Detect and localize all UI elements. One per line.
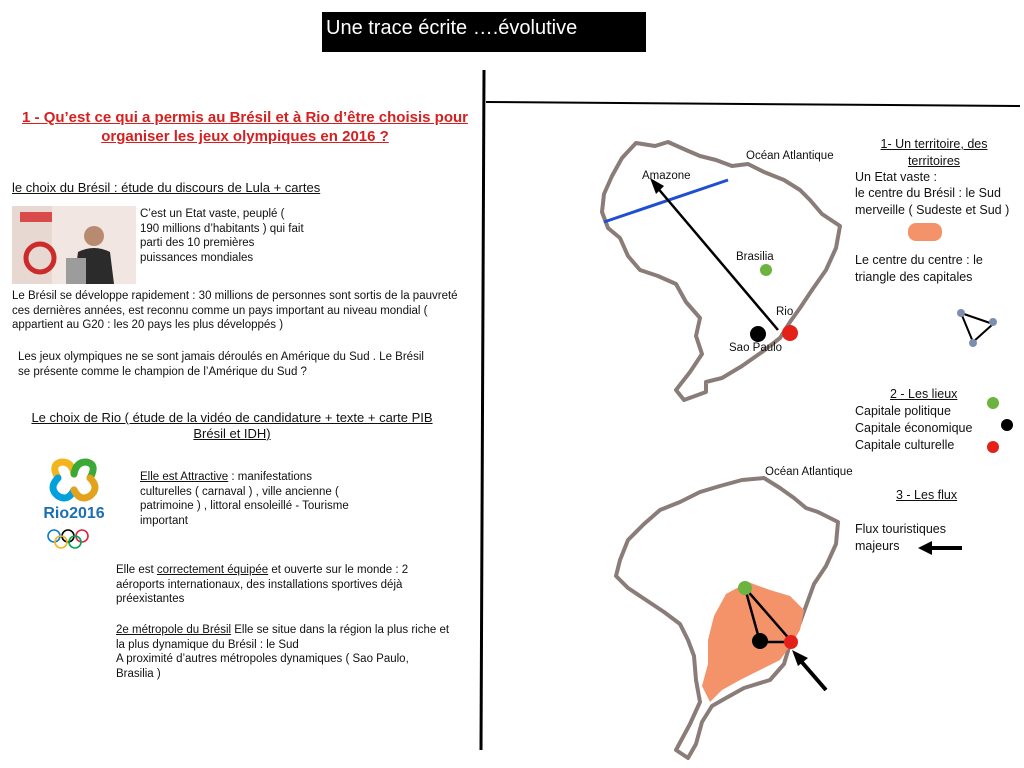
- etat-vaste-text: C’est un Etat vaste, peuplé ( 190 millions d’habitants ) qui fait parti des 10 premières puissances mondiales: [140, 208, 304, 264]
- sao-paulo-label: Sao Paulo: [729, 342, 783, 354]
- capitale-culturelle-dot: [784, 635, 798, 649]
- bresil-heading: le choix du Brésil : étude du discours de Lula + cartes: [12, 180, 321, 195]
- developpe-text: Le Brésil se développe rapidement : 30 millions de personnes sont sortis de la pauvreté ces dernières années, est reconnu comme un pays important au niveau mondial ( appartient au G20 : les 20 pays les plus développés ): [12, 290, 458, 331]
- legend-green-dot: [987, 397, 999, 409]
- equipee-desc: et ouverte sur le monde : 2 aéroports internationaux, des installations sportives déjà préexistantes: [116, 564, 409, 605]
- legend-red-dot: [987, 441, 999, 453]
- brazil-outline-top: [602, 142, 840, 400]
- legend-triangle-line-3: [973, 324, 993, 342]
- amazone-river: [604, 180, 728, 222]
- legend-triangle-dot-3: [969, 339, 977, 347]
- brasilia-label: Brasilia: [736, 251, 774, 263]
- ocean-label-bottom: Océan Atlantique: [765, 466, 853, 478]
- capitale-politique-dot: [738, 581, 752, 595]
- question-1-heading: 1 - Qu’est ce qui a permis au Brésil et à Rio d’être choisis pour organiser les jeux olympiques en 2016 ?: [22, 109, 468, 145]
- proximite-text: A proximité d’autres métropoles dynamiques ( Sao Paulo, Brasilia ): [116, 653, 409, 680]
- legend-triangle-dot-2: [989, 318, 997, 326]
- legend-1-title: 1- Un territoire, des territoires: [880, 137, 988, 168]
- equipee-label: correctement équipée: [156, 564, 269, 576]
- legend-1-centre: le centre du Brésil : le Sud merveille ( Sudeste et Sud ): [855, 186, 1010, 217]
- legend-2-economique: Capitale économique: [855, 421, 973, 435]
- legend-3-flux: Flux touristiques majeurs: [855, 522, 947, 553]
- legend-orange-shape: [908, 223, 942, 241]
- metropole-label: 2e métropole du Brésil: [116, 624, 232, 636]
- rio-label: Rio: [776, 306, 794, 318]
- legend-2-title: 2 - Les lieux: [890, 387, 958, 401]
- rio-dot: [782, 325, 798, 341]
- sao-paulo-dot: [750, 326, 766, 342]
- page-title: Une trace écrite ….évolutive: [322, 12, 646, 52]
- rio-heading-text: Le choix de Rio ( étude de la vidéo de candidature + texte + carte PIB Brésil et IDH): [31, 410, 433, 441]
- brasilia-dot: [760, 264, 772, 276]
- legend-black-dot: [1001, 419, 1013, 431]
- legend-2-culturelle: Capitale culturelle: [855, 438, 955, 452]
- flux-arrow-bottom: [800, 660, 826, 690]
- equipee-pre: Elle est: [116, 564, 157, 576]
- legend-1-triangle: Le centre du centre : le triangle des capitales: [855, 253, 983, 284]
- capitale-economique-dot: [752, 633, 768, 649]
- legend-1-etat: Un Etat vaste :: [855, 170, 937, 184]
- ocean-label-top: Océan Atlantique: [746, 150, 834, 162]
- attractive-label: Elle est Attractive: [140, 471, 229, 483]
- legend-triangle-dot-1: [957, 309, 965, 317]
- rio2016-text: Rio2016: [43, 505, 105, 522]
- jeux-text: Les jeux olympiques ne se sont jamais déroulés en Amérique du Sud . Le Brésil se présente comme le champion de l’Amérique du Sud ?: [18, 351, 424, 378]
- metropole-desc: Elle se situe dans la région la plus riche et la plus dynamique du Brésil : le Sud: [116, 624, 450, 651]
- legend-3-title: 3 - Les flux: [896, 488, 958, 502]
- legend-2-politique: Capitale politique: [855, 404, 951, 418]
- amazone-label: Amazone: [642, 170, 691, 182]
- attractive-desc: : manifestations culturelles ( carnaval ) , ville ancienne ( patrimoine ) , littoral ensoleillé - Tourisme important: [140, 471, 349, 527]
